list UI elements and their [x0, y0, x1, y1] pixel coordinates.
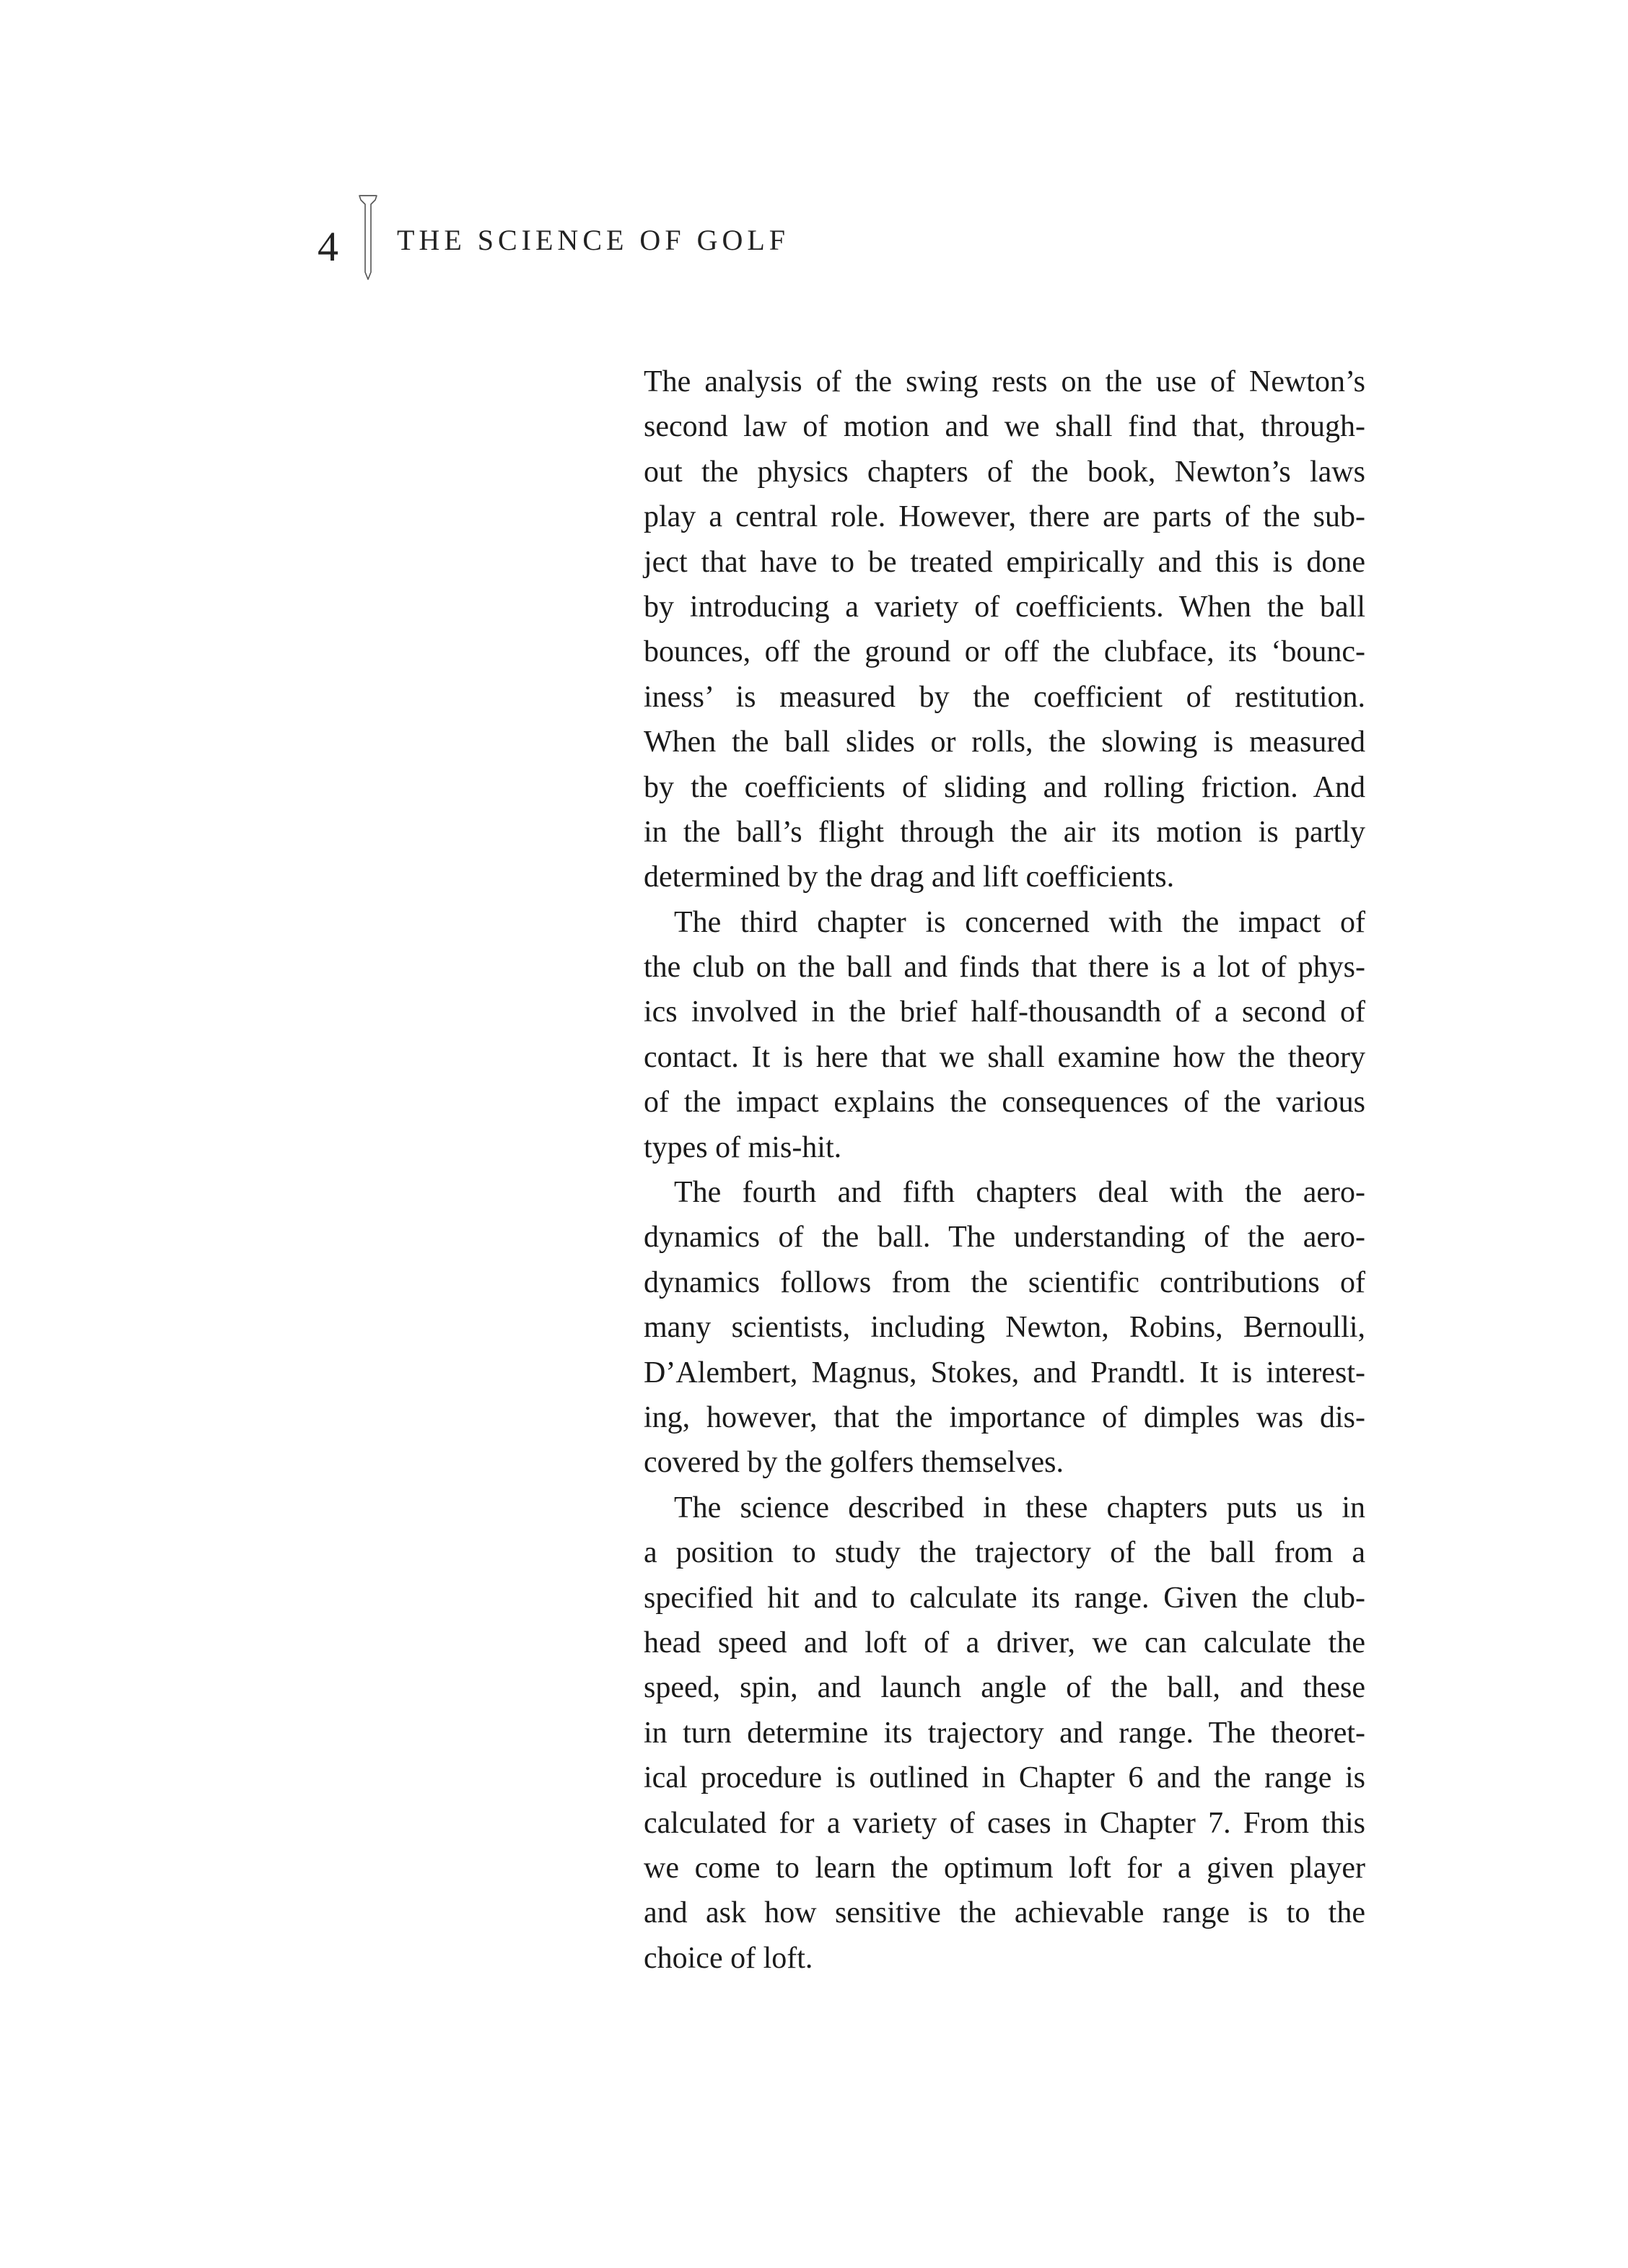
text-line: head speed and loft of a driver, we can calculate the — [644, 1626, 1365, 1659]
text-line: speed, spin, and launch angle of the ball, and these — [644, 1671, 1365, 1705]
text-line: When the ball slides or rolls, the slowing is measured — [644, 725, 1365, 759]
paragraph-3 — [644, 1170, 1365, 1486]
text-line: ical procedure is outlined in Chapter 6 and the range is — [644, 1761, 1365, 1795]
text-line: a position to study the trajectory of the ball from a — [644, 1536, 1365, 1570]
body-text — [644, 359, 1365, 1981]
text-line: ing, however, that the importance of dimples was dis- — [644, 1400, 1365, 1434]
paragraph-1 — [644, 359, 1365, 900]
text-line: ject that have to be treated empirically and this is done — [644, 545, 1365, 579]
text-line: The fourth and fifth chapters deal with the aero- — [674, 1176, 1365, 1210]
text-line: many scientists, including Newton, Robins, Bernoulli, — [644, 1311, 1365, 1345]
text-line: D’Alembert, Magnus, Stokes, and Prandtl. It is interest- — [644, 1356, 1365, 1390]
running-title: THE SCIENCE OF GOLF — [397, 224, 790, 256]
text-line: covered by the golfers themselves. — [644, 1446, 1064, 1480]
text-line: out the physics chapters of the book, Newton’s laws — [644, 455, 1365, 489]
text-line: determined by the drag and lift coefficients. — [644, 860, 1175, 894]
text-line: in the ball’s flight through the air its motion is partly — [644, 815, 1365, 849]
text-line: and ask how sensitive the achievable range is to the — [644, 1896, 1365, 1930]
text-line: The science described in these chapters puts us in — [674, 1491, 1365, 1525]
text-line: by the coefficients of sliding and rolling friction. And — [644, 770, 1365, 804]
text-line: we come to learn the optimum loft for a given player — [644, 1851, 1365, 1885]
paragraph-2 — [644, 900, 1365, 1170]
text-line: choice of loft. — [644, 1941, 813, 1975]
text-line: types of mis-hit. — [644, 1130, 842, 1164]
text-line: bounces, off the ground or off the clubface, its ‘bounc- — [644, 635, 1365, 669]
golf-tee-icon — [357, 191, 379, 281]
text-line: specified hit and to calculate its range. Given the club- — [644, 1581, 1365, 1615]
text-line: dynamics follows from the scientific contributions of — [644, 1265, 1365, 1299]
text-line: the club on the ball and finds that there is a lot of phys- — [644, 951, 1365, 985]
text-line: second law of motion and we shall find that, through- — [644, 410, 1365, 444]
text-line: calculated for a variety of cases in Chapter 7. From this — [644, 1806, 1365, 1840]
text-line: by introducing a variety of coefficients. When the ball — [644, 590, 1365, 624]
text-line: ics involved in the brief half-thousandth of a second of — [644, 995, 1365, 1029]
text-line: The analysis of the swing rests on the use of Newton’s — [644, 365, 1365, 398]
text-line: The third chapter is concerned with the impact of — [674, 905, 1365, 939]
paragraph-4 — [644, 1486, 1365, 1981]
text-line: of the impact explains the consequences of the various — [644, 1086, 1365, 1120]
text-line: contact. It is here that we shall examine how the theory — [644, 1040, 1365, 1074]
text-line: iness’ is measured by the coefficient of restitution. — [644, 680, 1365, 714]
text-line: play a central role. However, there are parts of the sub- — [644, 500, 1365, 534]
page-number: 4 — [318, 223, 338, 270]
text-line: in turn determine its trajectory and range. The theoret- — [644, 1716, 1365, 1750]
text-line: dynamics of the ball. The understanding of the aero- — [644, 1221, 1365, 1255]
